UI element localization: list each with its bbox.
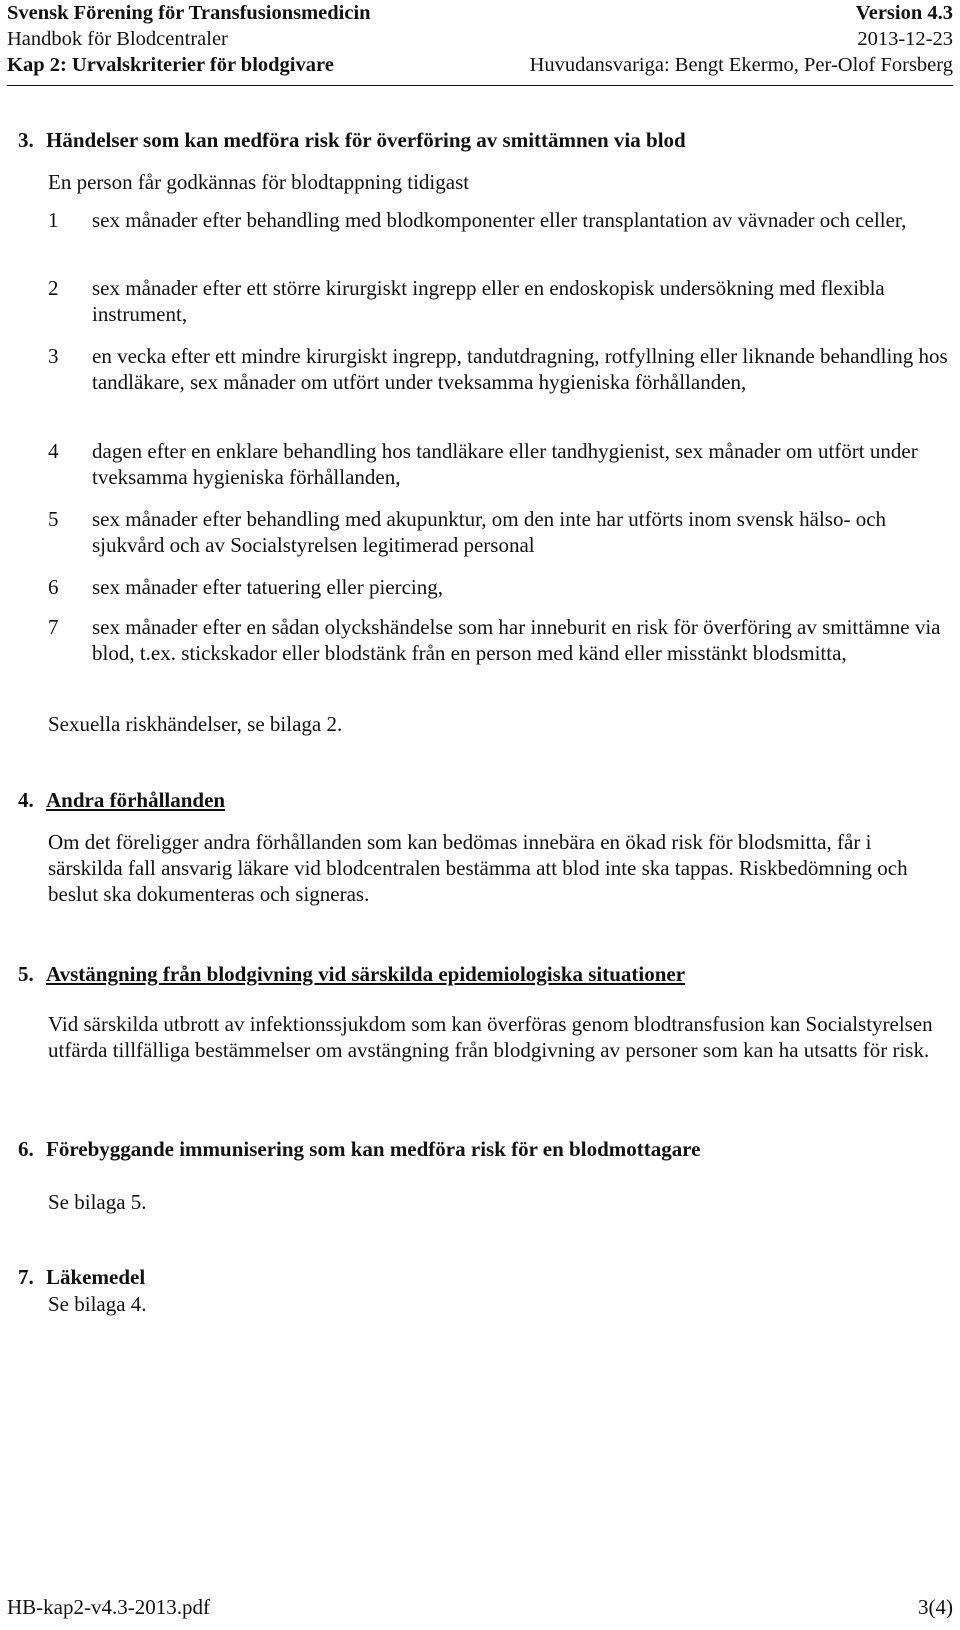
list-item xyxy=(48,506,953,558)
list-item-text: sex månader efter behandling med akupunktur, om den inte har utförts inom svensk hälso- och sjukvård och av Socialstyrelsen legitimerad personal xyxy=(92,507,887,557)
header-rule xyxy=(7,85,953,86)
section-7-body: Se bilaga 4. xyxy=(48,1292,147,1316)
header-handbook: Handbok för Blodcentraler xyxy=(7,28,228,50)
section-3-intro: En person får godkännas för blodtappning tidigast xyxy=(48,170,470,194)
header-org: Svensk Förening för Transfusionsmedicin xyxy=(7,2,371,24)
section-6-number: 6. xyxy=(18,1137,34,1161)
list-item-number: 1 xyxy=(48,208,59,232)
list-item-number: 6 xyxy=(48,575,59,599)
section-6-title: Förebyggande immunisering som kan medföra risk för en blodmottagare xyxy=(46,1137,701,1161)
header-owners: Huvudansvariga: Bengt Ekermo, Per-Olof Forsberg xyxy=(529,54,953,76)
footer-page-number: 3(4) xyxy=(918,1595,953,1619)
header-date: 2013-12-23 xyxy=(857,28,953,50)
list-item-number: 4 xyxy=(48,439,59,463)
header-row-2 xyxy=(7,26,953,52)
section-7-title: Läkemedel xyxy=(46,1265,146,1289)
header-row-3 xyxy=(7,52,953,78)
section-5-body: Vid särskilda utbrott av infektionssjukdom som kan överföras genom blodtransfusion kan Socialstyrelsen utfärda tillfälliga bestämmelser om avstängning från blodgivning av personer som kan ha utsatts för risk. xyxy=(48,1012,933,1062)
list-item-number: 7 xyxy=(48,615,59,639)
list-item xyxy=(48,275,953,327)
page-footer xyxy=(7,1594,953,1620)
section-7-number: 7. xyxy=(18,1265,34,1289)
list-item-text: sex månader efter ett större kirurgiskt ingrepp eller en endoskopisk undersökning med flexibla instrument, xyxy=(92,276,885,326)
list-item-text: dagen efter en enklare behandling hos tandläkare eller tandhygienist, sex månader om utfört under tveksamma hygieniska förhållanden, xyxy=(92,439,918,489)
section-5-number: 5. xyxy=(18,962,34,986)
page-header xyxy=(7,0,953,78)
section-6-heading xyxy=(18,1136,701,1162)
section-7-heading xyxy=(18,1264,145,1290)
list-item-text: sex månader efter tatuering eller piercing, xyxy=(92,575,443,599)
section-4-heading xyxy=(18,787,225,813)
section-4-number: 4. xyxy=(18,788,34,812)
section-4-body: Om det föreligger andra förhållanden som kan bedömas innebära en ökad risk för blodsmitta, får i särskilda fall ansvarig läkare vid blodcentralen bestämma att blod inte ska tappas. Riskbedömning och beslut ska dokumenteras och signeras. xyxy=(48,830,908,906)
list-item-text: en vecka efter ett mindre kirurgiskt ingrepp, tandutdragning, rotfyllning eller liknande behandling hos tandläkare, sex månader om utfört under tveksamma hygieniska förhållanden, xyxy=(92,344,948,394)
list-item xyxy=(48,438,953,490)
section-5-heading xyxy=(18,961,685,987)
list-item-number: 5 xyxy=(48,507,59,531)
list-item xyxy=(48,343,953,395)
section-3-heading xyxy=(18,127,686,153)
list-item-text: sex månader efter behandling med blodkomponenter eller transplantation av vävnader och celler, xyxy=(92,208,907,232)
list-item xyxy=(48,207,953,233)
list-item-text: sex månader efter en sådan olyckshändelse som har inneburit en risk för överföring av smittämne via blod, t.ex. stickskador eller blodstänk från en person med känd eller misstänkt blodsmitta, xyxy=(92,615,941,665)
section-3-number: 3. xyxy=(18,128,34,152)
header-version: Version 4.3 xyxy=(855,2,953,24)
section-3-note: Sexuella riskhändelser, se bilaga 2. xyxy=(48,712,343,736)
footer-filename: HB-kap2-v4.3-2013.pdf xyxy=(7,1595,210,1619)
list-item xyxy=(48,574,953,600)
header-row-1 xyxy=(7,0,953,26)
section-5-title: Avstängning från blodgivning vid särskilda epidemiologiska situationer xyxy=(46,962,686,986)
section-6-body: Se bilaga 5. xyxy=(48,1190,147,1214)
list-item-number: 3 xyxy=(48,344,59,368)
section-3-title: Händelser som kan medföra risk för överföring av smittämnen via blod xyxy=(46,128,686,152)
list-item xyxy=(48,614,953,666)
header-chapter: Kap 2: Urvalskriterier för blodgivare xyxy=(7,54,334,76)
list-item-number: 2 xyxy=(48,276,59,300)
section-4-title: Andra förhållanden xyxy=(46,788,226,812)
